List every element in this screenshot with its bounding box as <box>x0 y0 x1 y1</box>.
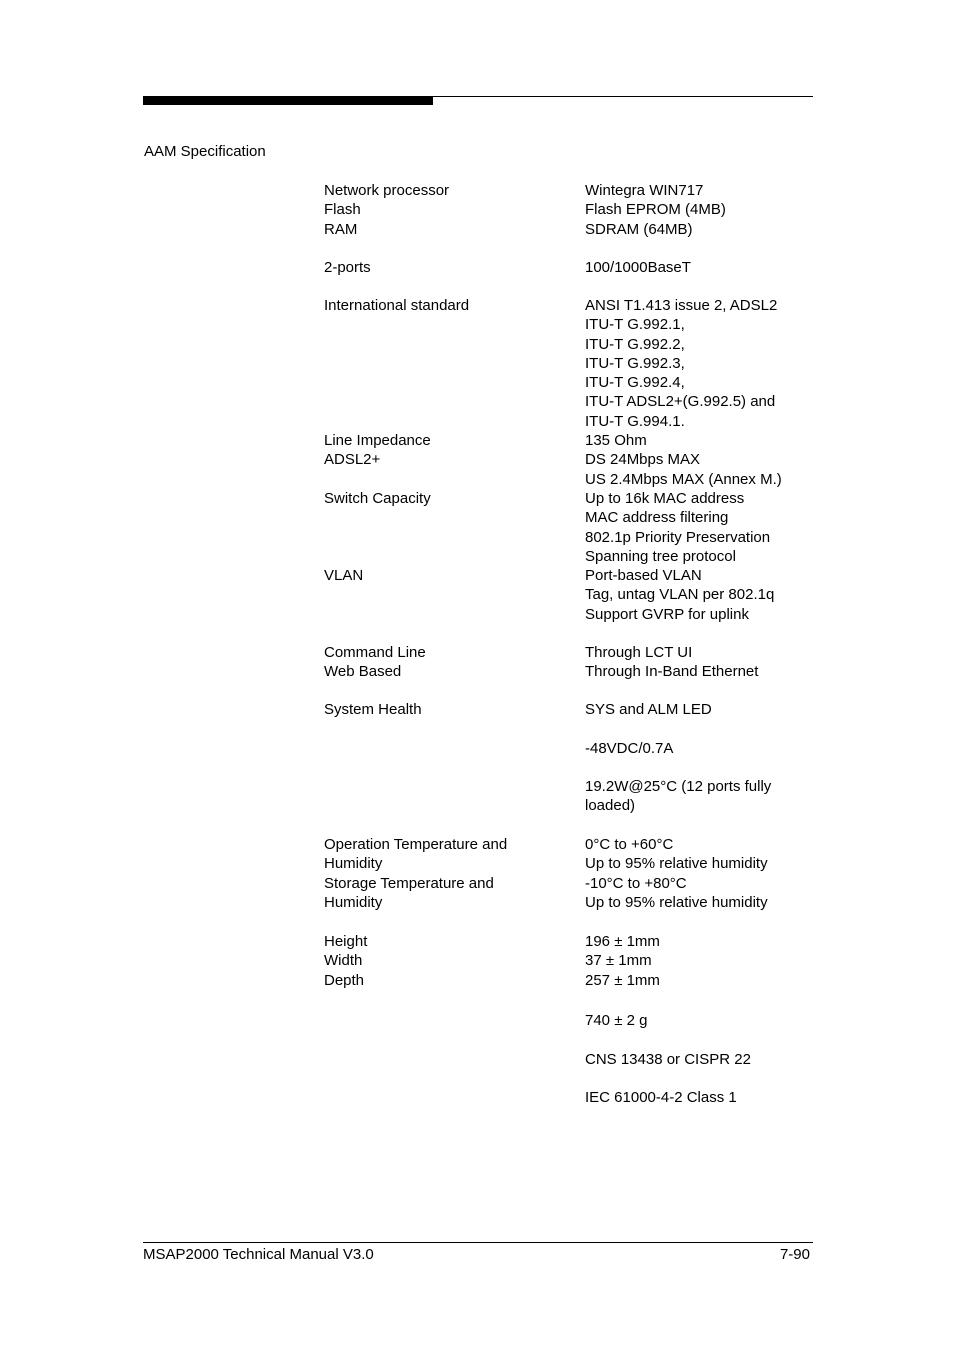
spec-label-line: Width <box>324 952 363 970</box>
spec-label-line: Flash <box>324 201 361 219</box>
spec-value-line: CNS 13438 or CISPR 22 <box>585 1051 751 1068</box>
spec-label-line: International standard <box>324 297 470 314</box>
spec-value-line: Wintegra WIN717 <box>585 182 704 199</box>
spec-value-line: ITU-T G.994.1. <box>585 412 685 430</box>
spec-value <box>585 489 815 566</box>
spec-value-line: 135 Ohm <box>585 432 647 449</box>
spec-value <box>585 566 815 624</box>
spec-value-line: 0°C to +60°C <box>585 836 674 853</box>
spec-value-line: Up to 16k MAC address <box>585 490 745 507</box>
spec-value <box>585 643 815 682</box>
spec-label <box>324 258 554 277</box>
spec-label-line: Web Based <box>324 663 402 681</box>
spec-value-line: Up to 95% relative humidity <box>585 893 768 911</box>
spec-value-line: Tag, untag VLAN per 802.1q <box>585 586 775 604</box>
spec-value-line: ITU-T G.992.3, <box>585 354 685 372</box>
spec-value <box>585 258 815 277</box>
spec-value-line: Through LCT UI <box>585 644 693 661</box>
header-bar <box>143 96 433 105</box>
spec-label <box>324 296 554 315</box>
spec-value-line: ITU-T G.992.1, <box>585 316 685 334</box>
spec-value-line: 196 ± 1mm <box>585 933 660 950</box>
spec-value-line: DS 24Mbps MAX <box>585 451 701 469</box>
spec-label-line: Line Impedance <box>324 432 431 449</box>
spec-label-line: VLAN <box>324 567 364 584</box>
spec-value-line: Through In-Band Ethernet <box>585 663 759 681</box>
spec-label-line: Storage Temperature and <box>324 874 494 892</box>
spec-label-line: Operation Temperature and <box>324 836 508 853</box>
spec-value-line: ITU-T G.992.2, <box>585 335 685 353</box>
spec-label <box>324 566 554 585</box>
spec-label-line: Humidity <box>324 855 383 873</box>
spec-label <box>324 700 554 719</box>
spec-value-line: 19.2W@25°C (12 ports fully <box>585 778 772 795</box>
spec-value-line: 100/1000BaseT <box>585 259 691 276</box>
spec-value <box>585 296 815 431</box>
spec-value-line: SYS and ALM LED <box>585 701 712 718</box>
spec-value-line: -48VDC/0.7A <box>585 740 674 757</box>
footer-rule <box>143 1242 813 1243</box>
footer-manual-title: MSAP2000 Technical Manual V3.0 <box>143 1246 374 1263</box>
spec-label <box>324 181 554 239</box>
spec-value <box>585 700 815 719</box>
spec-label <box>324 431 554 470</box>
spec-label <box>324 932 554 990</box>
spec-value-line: MAC address filtering <box>585 509 729 527</box>
spec-value <box>585 1050 815 1069</box>
spec-label <box>324 643 554 682</box>
spec-value-line: Up to 95% relative humidity <box>585 855 768 873</box>
spec-value-line: 740 ± 2 g <box>585 1012 648 1029</box>
spec-value-line: loaded) <box>585 797 636 815</box>
spec-label-line: Depth <box>324 971 365 989</box>
footer-page-number: 7-90 <box>779 1246 810 1263</box>
spec-label <box>324 489 554 508</box>
spec-value <box>585 835 815 912</box>
spec-value <box>585 1088 815 1107</box>
spec-label-line: Command Line <box>324 644 426 661</box>
spec-value-line: 37 ± 1mm <box>585 952 652 970</box>
spec-label-line: System Health <box>324 701 422 718</box>
spec-value-line: Support GVRP for uplink <box>585 605 749 623</box>
spec-value-line: 802.1p Priority Preservation <box>585 528 771 546</box>
spec-label-line: RAM <box>324 220 358 238</box>
spec-value-line: 257 ± 1mm <box>585 971 660 989</box>
spec-value <box>585 932 815 990</box>
spec-label-line: Switch Capacity <box>324 490 431 507</box>
spec-value <box>585 777 815 816</box>
spec-value-line: ANSI T1.413 issue 2, ADSL2 <box>585 297 778 314</box>
spec-value-line: Spanning tree protocol <box>585 547 736 565</box>
spec-label <box>324 835 554 912</box>
spec-value-line: SDRAM (64MB) <box>585 220 693 238</box>
spec-label-line: Height <box>324 933 368 950</box>
spec-label-line: Humidity <box>324 893 383 911</box>
spec-value <box>585 431 815 489</box>
spec-value <box>585 1011 815 1030</box>
spec-value-line: US 2.4Mbps MAX (Annex M.) <box>585 470 782 488</box>
spec-value-line: ITU-T G.992.4, <box>585 374 685 392</box>
spec-label-line: Network processor <box>324 182 450 199</box>
section-title: AAM Specification <box>144 143 266 160</box>
spec-value <box>585 739 815 758</box>
spec-value-line: IEC 61000-4-2 Class 1 <box>585 1089 737 1106</box>
spec-label-line: 2-ports <box>324 259 371 276</box>
spec-value <box>585 181 815 239</box>
spec-value-line: ITU-T ADSL2+(G.992.5) and <box>585 393 776 411</box>
spec-value-line: Flash EPROM (4MB) <box>585 201 726 219</box>
spec-value-line: Port-based VLAN <box>585 567 702 584</box>
spec-label-line: ADSL2+ <box>324 451 381 469</box>
spec-value-line: -10°C to +80°C <box>585 874 687 892</box>
